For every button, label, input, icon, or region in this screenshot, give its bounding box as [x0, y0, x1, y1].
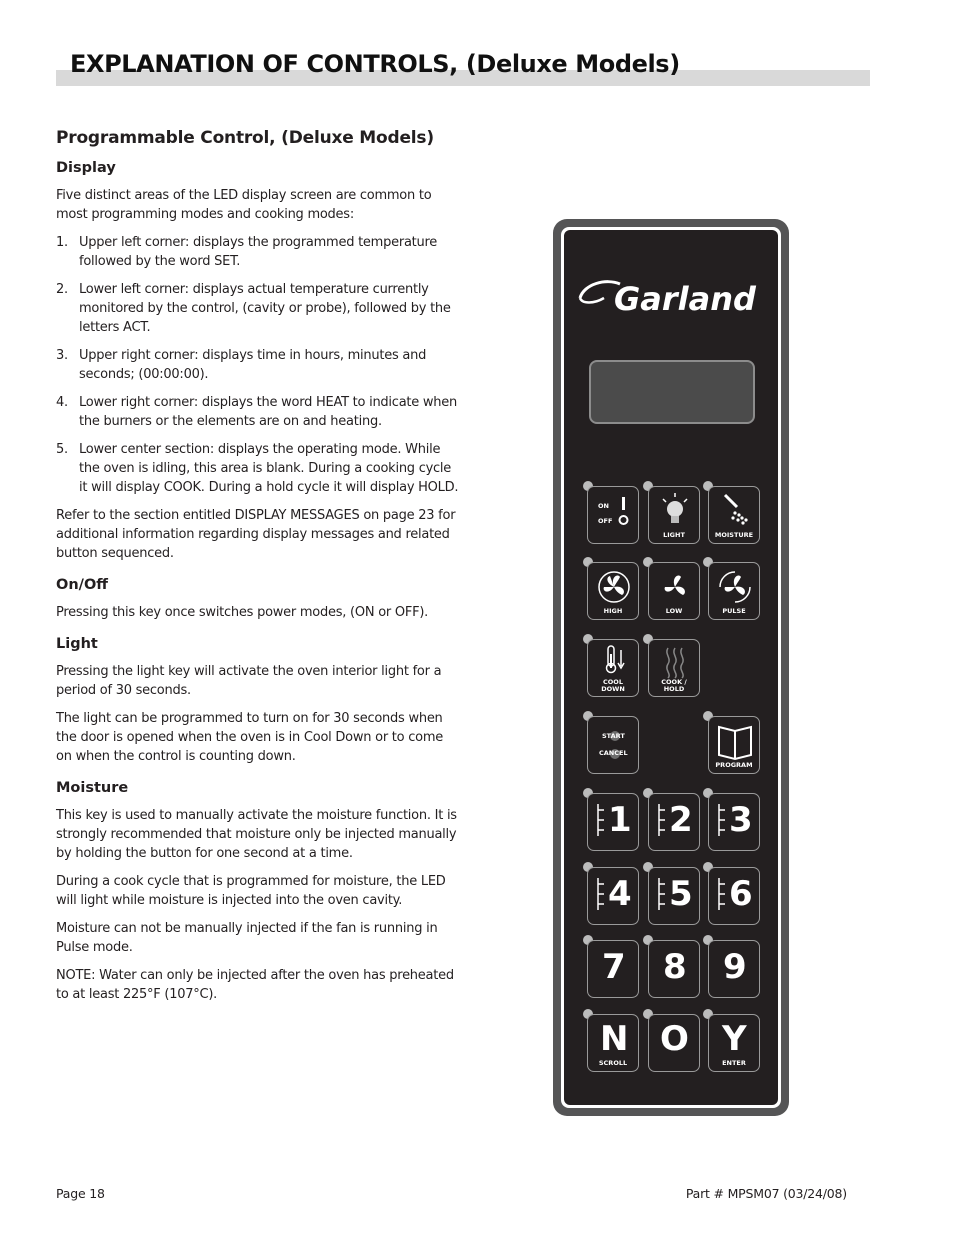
on-off-button[interactable]	[587, 486, 639, 544]
digit-2: 2	[669, 800, 693, 840]
list-item: 2. Lower left corner: displays actual temperature currently monitored by the control, (cavity or probe), followed by the letters ACT.	[56, 282, 451, 335]
moisture-heading: Moisture	[56, 780, 129, 796]
enter-button[interactable]	[708, 1014, 760, 1072]
digit-1: 1	[608, 800, 632, 840]
letter-o: O	[660, 1019, 689, 1059]
part-number: Part # MPSM07 (03/24/08)	[685, 1186, 847, 1201]
key-9[interactable]	[708, 940, 760, 998]
power-icon	[588, 487, 640, 545]
fan-pulse-button[interactable]	[708, 562, 760, 620]
moisture-paragraph: During a cook cycle that is programmed for moisture, the LED will light while moisture is injected into the oven cavity.	[56, 874, 446, 908]
o-button[interactable]	[648, 1014, 700, 1072]
key-3[interactable]	[708, 793, 760, 851]
moisture-label: MOISTURE	[714, 531, 754, 539]
display-outro: Refer to the section entitled DISPLAY MESSAGES on page 23 for additional information regarding display messages and related button sequenced.	[56, 508, 456, 561]
lcd-display	[589, 360, 755, 424]
key-1[interactable]	[587, 793, 639, 851]
digit-7: 7	[602, 947, 626, 987]
list-item: 5. Lower center section: displays the operating mode. While the oven is idling, this area is blank. During a cooking cycle it will display COOK. During a hold cycle it will display HOLD.	[56, 442, 459, 495]
start-cancel-icon	[588, 717, 640, 775]
onoff-heading: On/Off	[56, 577, 109, 593]
letter-n: N	[600, 1019, 629, 1059]
garland-logo	[576, 270, 766, 320]
digit-6: 6	[729, 874, 753, 914]
scroll-button[interactable]	[587, 1014, 639, 1072]
key-8[interactable]	[648, 940, 700, 998]
brand-name: Garland	[614, 280, 756, 318]
digit-4: 4	[608, 874, 632, 914]
light-label: LIGHT	[663, 531, 685, 539]
digit-5: 5	[669, 874, 693, 914]
moisture-paragraph: Moisture can not be manually injected if the fan is running in Pulse mode.	[56, 921, 438, 955]
program-button[interactable]	[708, 716, 760, 774]
cancel-label: CANCEL	[599, 749, 628, 757]
page-title: EXPLANATION OF CONTROLS, (Deluxe Models)	[70, 50, 680, 78]
list-item: 1. Upper left corner: displays the programmed temperature followed by the word SET.	[56, 235, 438, 269]
key-2[interactable]	[648, 793, 700, 851]
digit-9: 9	[723, 947, 747, 987]
letter-y: Y	[722, 1019, 747, 1059]
onoff-text: Pressing this key once switches power modes, (ON or OFF).	[56, 605, 429, 620]
pulse-label: PULSE	[722, 607, 746, 615]
cook-hold-button[interactable]	[648, 639, 700, 697]
section-title: Programmable Control, (Deluxe Models)	[56, 128, 434, 148]
list-item: 4. Lower right corner: displays the word HEAT to indicate when the burners or the elements are on and heating.	[56, 395, 457, 429]
digit-3: 3	[729, 800, 753, 840]
fan-low-button[interactable]	[648, 562, 700, 620]
cook-hold-label: COOK / HOLD	[661, 678, 687, 693]
light-heading: Light	[56, 636, 98, 652]
text-column	[56, 128, 461, 1013]
light-button[interactable]	[648, 486, 700, 544]
low-label: LOW	[665, 607, 683, 615]
fan-high-button[interactable]	[587, 562, 639, 620]
moisture-button[interactable]	[708, 486, 760, 544]
display-list	[56, 233, 461, 497]
light-paragraph: The light can be programmed to turn on for 30 seconds when the door is opened when the oven is in Cool Down or to come on when the control is counting down.	[56, 711, 443, 764]
high-label: HIGH	[603, 607, 623, 615]
key-7[interactable]	[587, 940, 639, 998]
moisture-paragraph: This key is used to manually activate the moisture function. It is strongly recommended that moisture only be injected manually by holding the button for one second at a time.	[56, 808, 457, 861]
off-label: OFF	[598, 517, 613, 525]
cool-down-label: COOL DOWN	[601, 678, 625, 693]
moisture-note: NOTE: Water can only be injected after the oven has preheated to at least 225°F (107°C).	[56, 968, 454, 1002]
display-intro: Five distinct areas of the LED display screen are common to most programming modes and cooking modes:	[56, 188, 432, 222]
key-5[interactable]	[648, 867, 700, 925]
start-label: START	[602, 732, 625, 740]
digit-8: 8	[663, 947, 687, 987]
key-6[interactable]	[708, 867, 760, 925]
program-label: PROGRAM	[715, 761, 753, 769]
on-label: ON	[598, 502, 609, 510]
light-paragraph: Pressing the light key will activate the oven interior light for a period of 30 seconds.	[56, 664, 442, 698]
page-number: Page 18	[56, 1186, 105, 1201]
display-heading: Display	[56, 160, 116, 176]
list-item: 3. Upper right corner: displays time in hours, minutes and seconds; (00:00:00).	[56, 348, 427, 382]
cool-down-button[interactable]	[587, 639, 639, 697]
key-4[interactable]	[587, 867, 639, 925]
scroll-label: SCROLL	[598, 1059, 628, 1067]
start-cancel-button[interactable]	[587, 716, 639, 774]
enter-label: ENTER	[722, 1059, 746, 1067]
